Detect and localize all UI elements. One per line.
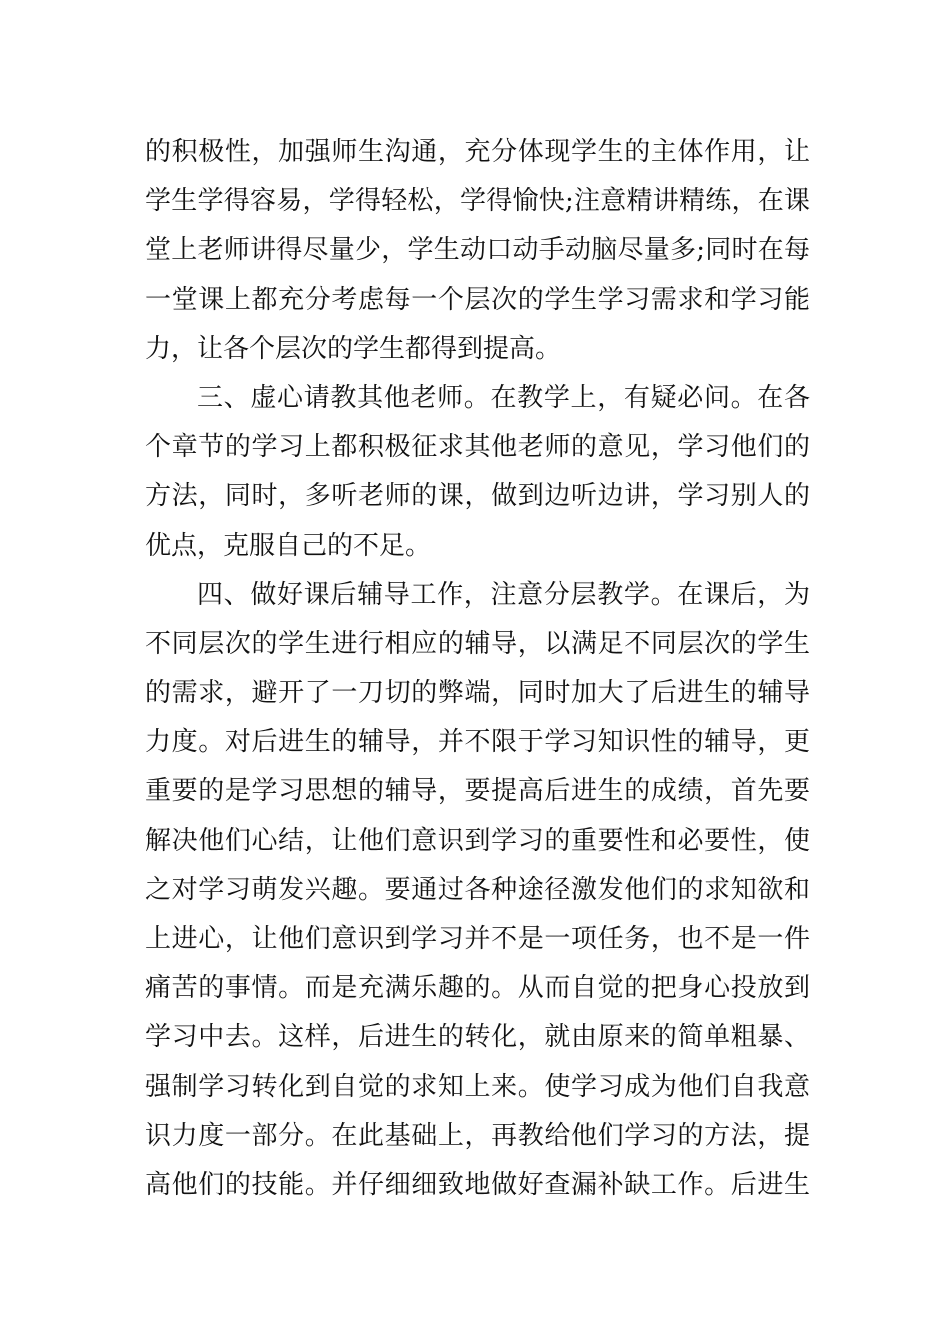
text-line: 不同层次的学生进行相应的辅导，以满足不同层次的学生 xyxy=(145,628,810,659)
text-line: 识力度一部分。在此基础上，再教给他们学习的方法，提 xyxy=(145,1120,810,1151)
text-line: 重要的是学习思想的辅导，要提高后进生的成绩，首先要 xyxy=(145,776,810,807)
text-line: 学生学得容易，学得轻松，学得愉快;注意精讲精练，在课 xyxy=(145,186,810,217)
body-text xyxy=(145,128,810,1210)
text-line: 痛苦的事情。而是充满乐趣的。从而自觉的把身心投放到 xyxy=(145,973,810,1004)
text-line: 方法，同时，多听老师的课，做到边听边讲，学习别人的 xyxy=(145,481,810,512)
text-line: 之对学习萌发兴趣。要通过各种途径激发他们的求知欲和 xyxy=(145,874,810,905)
text-line: 力度。对后进生的辅导，并不限于学习知识性的辅导，更 xyxy=(145,727,810,758)
text-line: 学习中去。这样，后进生的转化，就由原来的简单粗暴、 xyxy=(145,1022,810,1053)
text-line: 的积极性，加强师生沟通，充分体现学生的主体作用，让 xyxy=(145,137,810,167)
text-line: 的需求，避开了一刀切的弊端，同时加大了后进生的辅导 xyxy=(145,678,810,709)
text-line: 堂上老师讲得尽量少，学生动口动手动脑尽量多;同时在每 xyxy=(145,235,810,266)
paragraph-first-line: 四、做好课后辅导工作，注意分层教学。在课后，为 xyxy=(197,579,810,610)
text-line: 解决他们心结，让他们意识到学习的重要性和必要性，使 xyxy=(145,825,810,856)
paragraph-first-line: 三、虚心请教其他老师。在教学上，有疑必问。在各 xyxy=(197,382,810,413)
text-line: 力，让各个层次的学生都得到提高。 xyxy=(145,333,562,364)
text-line: 强制学习转化到自觉的求知上来。使学习成为他们自我意 xyxy=(145,1071,810,1102)
text-line: 优点，克服自己的不足。 xyxy=(145,530,432,561)
text-line: 一堂课上都充分考虑每一个层次的学生学习需求和学习能 xyxy=(145,284,810,315)
text-line: 高他们的技能。并仔细细致地做好查漏补缺工作。后进生 xyxy=(145,1169,810,1200)
text-line: 上进心，让他们意识到学习并不是一项任务，也不是一件 xyxy=(145,924,810,954)
text-line: 个章节的学习上都积极征求其他老师的意见，学习他们的 xyxy=(145,432,810,463)
